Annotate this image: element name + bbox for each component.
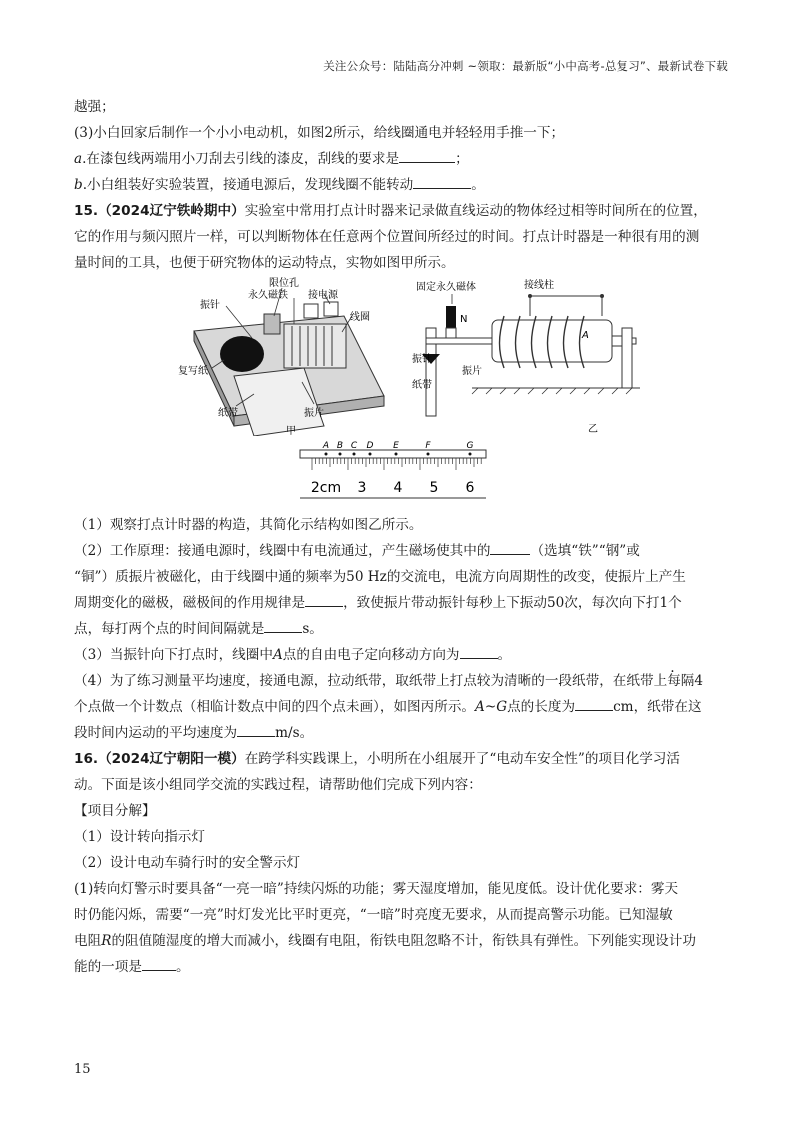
figure-caption-yi: 乙 [588, 424, 598, 435]
label-xianquan: 线圈 [350, 312, 370, 323]
ruler-tick-label: 2cm [310, 480, 342, 496]
ruler-point-label: F [425, 441, 431, 451]
label-zhenpian-yi: 振片 [462, 366, 482, 377]
text-line: 时仍能闪烁，需要“一亮”时灯发光比平时更亮，“一暗”时亮度无要求，从而提高警示功能。已知湿敏 [74, 907, 673, 923]
label-gudingcitie: 固定永久磁体 [416, 282, 476, 293]
text-fragment: .小白组装好实验装置，接通电源后，发现线圈不能转动 [82, 177, 414, 193]
ruler-point-dot [395, 453, 398, 456]
ruler-point-dot [427, 453, 430, 456]
question-15-line [74, 198, 734, 224]
text-line [74, 694, 734, 720]
text-fragment: 能的一项是 [74, 959, 142, 975]
variable-label: R [101, 933, 112, 949]
ruler-tick-label: 6 [465, 480, 475, 496]
item-letter: a [74, 151, 83, 167]
ruler-point-label: E [393, 441, 399, 451]
question-source: （2024辽宁朝阳一模） [98, 751, 245, 767]
text-fragment: 在跨学科实践课上，小明所在小组展开了“电动车安全性”的项目化学习活 [244, 751, 680, 767]
figure-yi [412, 276, 644, 436]
emphasized-text: 每隔 [667, 673, 695, 689]
answer-blank[interactable] [490, 540, 530, 555]
text-line [74, 928, 734, 954]
figure-ruler [298, 438, 490, 504]
ruler-tick-label: 5 [429, 480, 439, 496]
label-yongjiucitie: 永久磁铁 [248, 290, 288, 301]
text-line: 它的作用与频闪照片一样，可以判断物体在任意两个位置间所经过的时间。打点计时器是一种很有用的测 [74, 229, 700, 245]
label-A: A [582, 330, 589, 341]
ruler-point-label: B [336, 441, 344, 451]
text-fragment: 。 [471, 177, 485, 193]
label-zhidai: 纸带 [218, 408, 238, 419]
section-heading: 【项目分解】 [74, 803, 156, 819]
answer-blank[interactable] [575, 696, 613, 711]
ruler-point-label: D [366, 441, 374, 451]
text-fragment: 点，每打两个点的时间间隔就是 [74, 621, 265, 637]
question-number: 15. [74, 203, 99, 219]
ruler-point-dot [353, 453, 356, 456]
text-line [74, 642, 734, 668]
ruler-point-dot [339, 453, 342, 456]
question-16-line [74, 746, 734, 772]
text-fragment: m/s。 [275, 725, 314, 741]
text-fragment: 实验室中常用打点计时器来记录做直线运动的物体经过相等时间所在的位置， [244, 203, 707, 219]
answer-blank[interactable] [399, 148, 455, 163]
label-zhenzhen-yi: 振针 [412, 354, 432, 365]
text-fragment: （选填“铁”“钢”或 [530, 543, 640, 559]
text-line: （1）观察打点计时器的构造，其简化示结构如图乙所示。 [74, 517, 423, 533]
label-fuxiezhi: 复写纸 [178, 366, 208, 377]
label-zhenzhen: 振针 [200, 300, 220, 311]
text-fragment: s。 [302, 621, 323, 637]
point-range: A~G [475, 699, 508, 715]
text-fragment: 。 [497, 647, 512, 663]
answer-blank[interactable] [264, 618, 302, 633]
text-fragment: （2）工作原理：接通电源时，线圈中有电流通过，产生磁场使其中的 [74, 543, 491, 559]
question-source: （2024辽宁铁岭期中） [98, 203, 245, 219]
text-line: (3)小白回家后制作一个小小电动机，如图2所示，给线圈通电并轻轻用手推一下； [74, 125, 565, 141]
label-zhidai-yi: 纸带 [412, 380, 432, 391]
label-jiedianyuan: 接电源 [308, 290, 338, 301]
text-line: 动。下面是该小组同学交流的实践过程，请帮助他们完成下列内容： [74, 777, 482, 793]
text-line [74, 954, 734, 980]
text-line: “铜”）质振片被磁化，由于线圈中通的频率为50 Hz的交流电，电流方向周期性的改变，使振片上产生 [74, 569, 686, 585]
list-item: （1）设计转向指示灯 [74, 829, 205, 845]
point-label: A [272, 647, 283, 663]
answer-blank[interactable] [413, 174, 471, 189]
label-zhenpian: 振片 [304, 408, 324, 419]
label-jiexianzhu: 接线柱 [524, 280, 554, 291]
text-fragment: ，致使振片带动振针每秒上下振动50次，每次向下打1个 [343, 595, 682, 611]
text-line: 量时间的工具，也便于研究物体的运动特点，实物如图甲所示。 [74, 255, 455, 271]
answer-blank[interactable] [460, 644, 498, 659]
label-xianweikong: 限位孔 [269, 278, 299, 289]
text-fragment: 点的长度为 [507, 699, 576, 715]
text-fragment: （4）为了练习测量平均速度，接通电源，拉动纸带，取纸带上打点较为清晰的一段纸带，在纸带上 [74, 673, 668, 689]
text-fragment: 4 [694, 673, 704, 689]
text-fragment: cm，纸带在这 [613, 699, 702, 715]
figure-jia [174, 276, 394, 436]
magnet-block [446, 306, 456, 328]
text-line: (1)转向灯警示时要具备“一亮一暗”持续闪烁的功能；雾天湿度增加，能见度低。设计优化要求：雾天 [74, 881, 679, 897]
ruler-point-label: A [322, 441, 330, 451]
carbon-paper-disc [220, 336, 264, 372]
question-number: 16. [74, 751, 99, 767]
list-item: （2）设计电动车骑行时的安全警示灯 [74, 855, 301, 871]
ruler-tick-label: 4 [393, 480, 403, 496]
text-fragment: ； [455, 151, 469, 167]
text-line: 越强； [74, 99, 115, 115]
text-fragment: 周期变化的磁极，磁极间的作用规律是 [74, 595, 306, 611]
figure-caption-jia: 甲 [286, 426, 296, 436]
text-fragment: 段时间内运动的平均速度为 [74, 725, 238, 741]
ruler-tick-label: 3 [357, 480, 367, 496]
ruler-point-dot [325, 453, 328, 456]
page-header: 关注公众号：陆陆高分冲刺 ~领取：最新版“小中高考-总复习”、最新试卷下载 [323, 59, 728, 73]
text-fragment: 个点做一个计数点（相临计数点中间的四个点未画），如图丙所示。 [74, 699, 476, 715]
ruler-point-dot [369, 453, 372, 456]
ruler-point-label: G [466, 441, 474, 451]
answer-blank[interactable] [142, 956, 176, 971]
label-N: N [460, 314, 468, 325]
text-line [74, 172, 734, 198]
text-line [74, 668, 734, 694]
text-line [74, 538, 734, 564]
page-number: 15 [74, 1062, 91, 1077]
ruler-point-dot [469, 453, 472, 456]
page-content [74, 94, 734, 980]
text-fragment: 。 [175, 959, 190, 975]
text-fragment: （3）当振针向下打点时，线圈中 [74, 647, 273, 663]
ruler-point-label: C [350, 441, 358, 451]
text-fragment: 的阻值随湿度的增大而减小，线圈有电阻，衔铁电阻忽略不计，衔铁具有弹性。下列能实现设计功 [111, 933, 696, 949]
text-line [74, 146, 734, 172]
text-line [74, 590, 734, 616]
item-letter: b [74, 177, 83, 193]
figure-area [74, 276, 734, 512]
text-fragment: 电阻 [74, 933, 102, 949]
text-line [74, 616, 734, 642]
answer-blank[interactable] [305, 592, 343, 607]
answer-blank[interactable] [237, 722, 275, 737]
text-fragment: 点的自由电子定向移动方向为 [282, 647, 460, 663]
text-fragment: .在漆包线两端用小刀刮去引线的漆皮，刮线的要求是 [82, 151, 400, 167]
text-line [74, 720, 734, 746]
